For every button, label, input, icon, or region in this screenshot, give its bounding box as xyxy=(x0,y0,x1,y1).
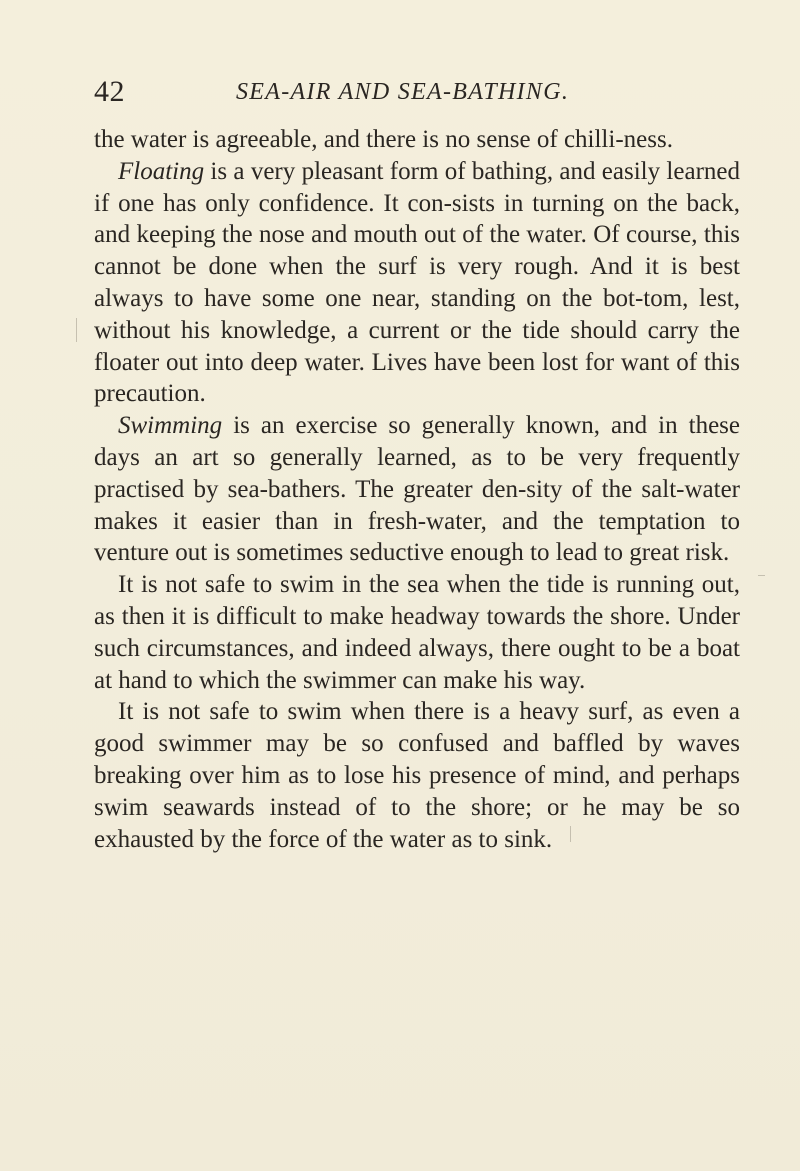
paper-mark xyxy=(76,318,77,342)
section-lead-floating: Floating xyxy=(118,157,205,185)
running-header xyxy=(94,72,734,112)
paragraph-tide xyxy=(94,569,740,696)
paragraph-continuation xyxy=(94,124,740,156)
section-lead-swimming: Swimming xyxy=(118,412,223,440)
paragraph-text: It is not safe to swim when there is a heavy surf, as even a good swimmer may be so confused and baffled by waves breaking over him as to lose his presence of mind, and perhaps swim seawards instead of to the shore; or he may be so exhausted by the force of the water as to sink. xyxy=(94,698,740,853)
paper-mark xyxy=(758,575,765,576)
page-number: 42 xyxy=(94,75,125,108)
paragraph-text: the water is agreeable, and there is no sense of chilli-ness. xyxy=(94,126,673,153)
body-text xyxy=(94,124,740,855)
running-head-title: SEA-AIR AND SEA-BATHING. xyxy=(236,79,570,105)
paragraph-text: is a very pleasant form of bathing, and easily learned if one has only confidence. It con-sists in turning on the back, and keeping the nose and mouth out of the water. Of course, this cannot be done when the surf is very rough. And it is best always to have some one near, standing on the bot-tom, lest, without his knowledge, a current or the tide should carry the floater out into deep water. Lives have been lost for want of this precaution. xyxy=(94,157,740,408)
paper-mark xyxy=(570,826,571,842)
paragraph-text: is an exercise so generally known, and in these days an art so generally learned, as to be very frequently practised by sea-bathers. The greater den-sity of the salt-water makes it easier than in fresh-water, and the temptation to venture out is sometimes seductive enough to lead to great risk. xyxy=(94,412,740,567)
paragraph-floating xyxy=(94,156,740,410)
paragraph-surf xyxy=(94,696,740,855)
paragraph-text: It is not safe to swim in the sea when the tide is running out, as then it is difficult to make headway towards the shore. Under such circumstances, and indeed always, there ought to be a boat at hand to which the swimmer can make his way. xyxy=(94,571,740,694)
paragraph-swimming xyxy=(94,410,740,569)
